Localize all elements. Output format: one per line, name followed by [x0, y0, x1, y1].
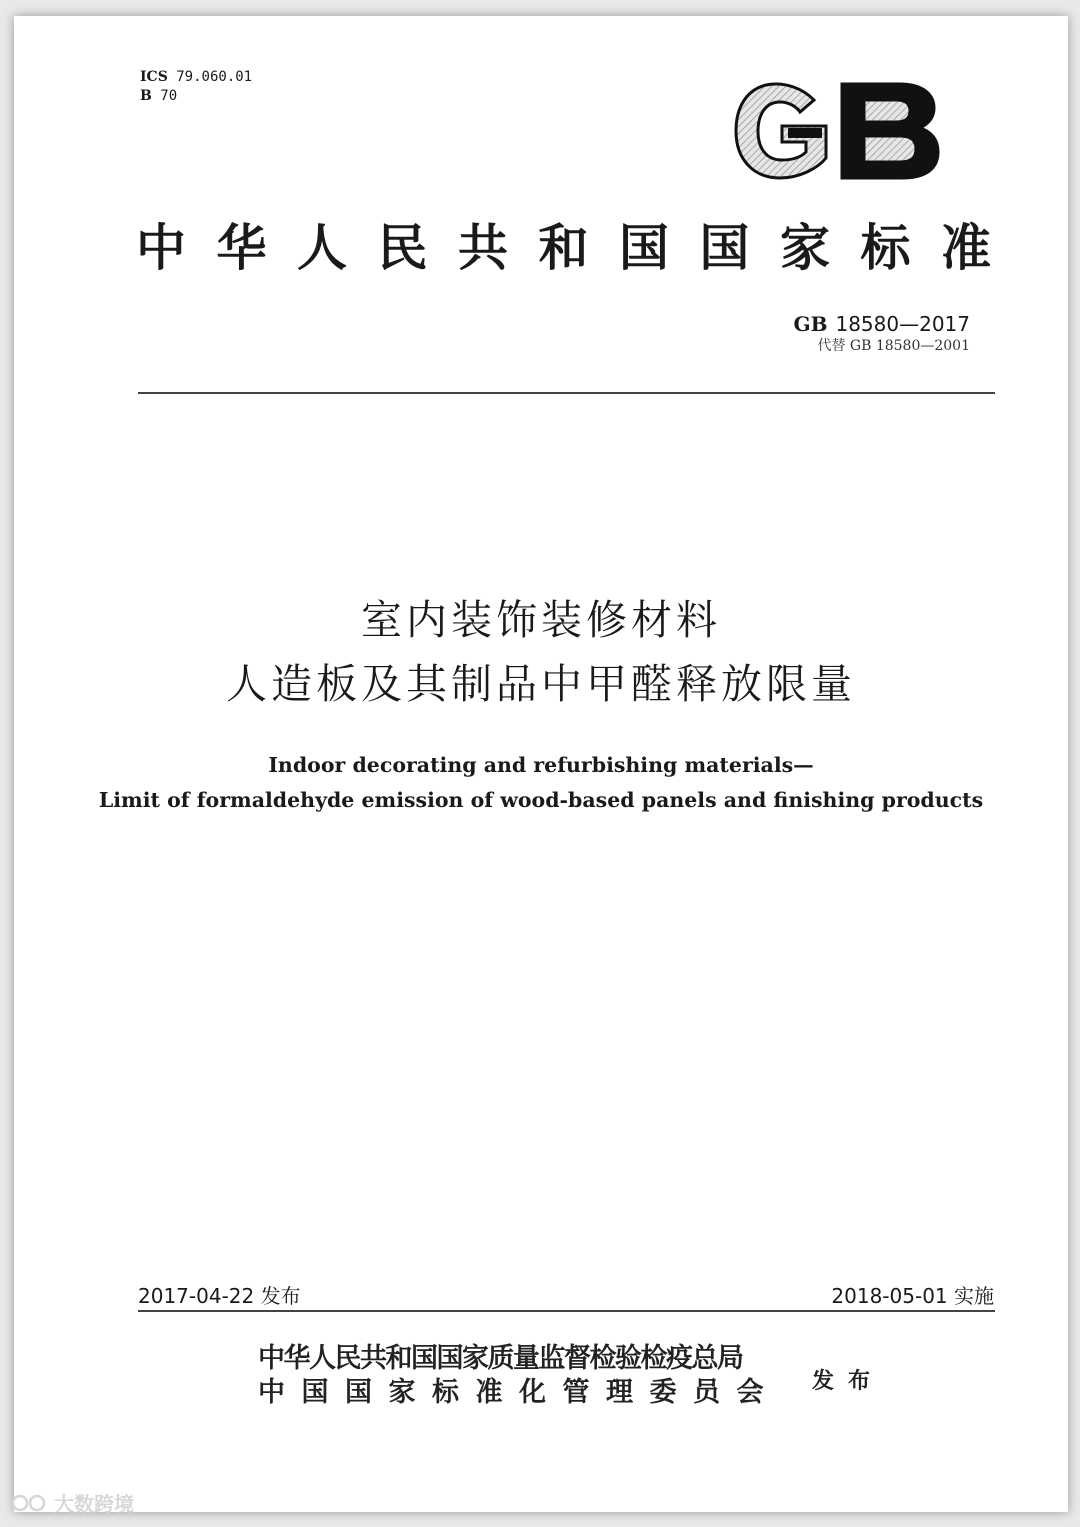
effective-date: 2018-05-01 实施 [831, 1284, 994, 1308]
issuing-authorities [258, 1342, 788, 1410]
standard-code: 18580—2017 [835, 312, 970, 336]
issue-date: 2017-04-22 发布 [138, 1284, 301, 1308]
english-title-line2: Limit of formaldehyde emission of wood-based panels and finishing products [98, 788, 984, 812]
gb-logo-b [842, 84, 938, 178]
ccs-code-line [140, 87, 252, 106]
publish-label: 发布 [812, 1368, 885, 1394]
footer-divider [138, 1310, 995, 1312]
issuer-line2: 中国国家标准化管理委员会 [258, 1377, 780, 1408]
standard-number [793, 312, 970, 336]
ics-code: 79.060.01 [176, 69, 253, 85]
chinese-title-line1: 室内装饰装修材料 [361, 596, 721, 644]
standard-number-block [793, 312, 970, 356]
ics-label: ICS [140, 69, 168, 85]
national-standard-heading: 中华人民共和国国家标准 [136, 218, 1022, 277]
standard-prefix: GB [793, 312, 828, 336]
ccs-label: B [140, 88, 152, 104]
chinese-title-line2: 人造板及其制品中甲醛释放限量 [226, 660, 856, 708]
watermark [10, 1488, 134, 1517]
watermark-text: 大数跨境 [54, 1492, 134, 1516]
gb-logo [730, 78, 944, 184]
gb-logo-g [736, 84, 826, 178]
header-divider [138, 392, 995, 394]
watermark-logo-icon [10, 1492, 50, 1514]
ics-code-line [140, 68, 252, 87]
document-page [14, 16, 1068, 1516]
ccs-code: 70 [160, 88, 178, 104]
classification-codes [140, 68, 252, 106]
replaces-standard: 代替 GB 18580—2001 [817, 338, 970, 354]
issuer-line1: 中华人民共和国国家质量监督检验检疫总局 [258, 1343, 743, 1374]
english-title-line1: Indoor decorating and refurbishing materials— [268, 753, 814, 777]
